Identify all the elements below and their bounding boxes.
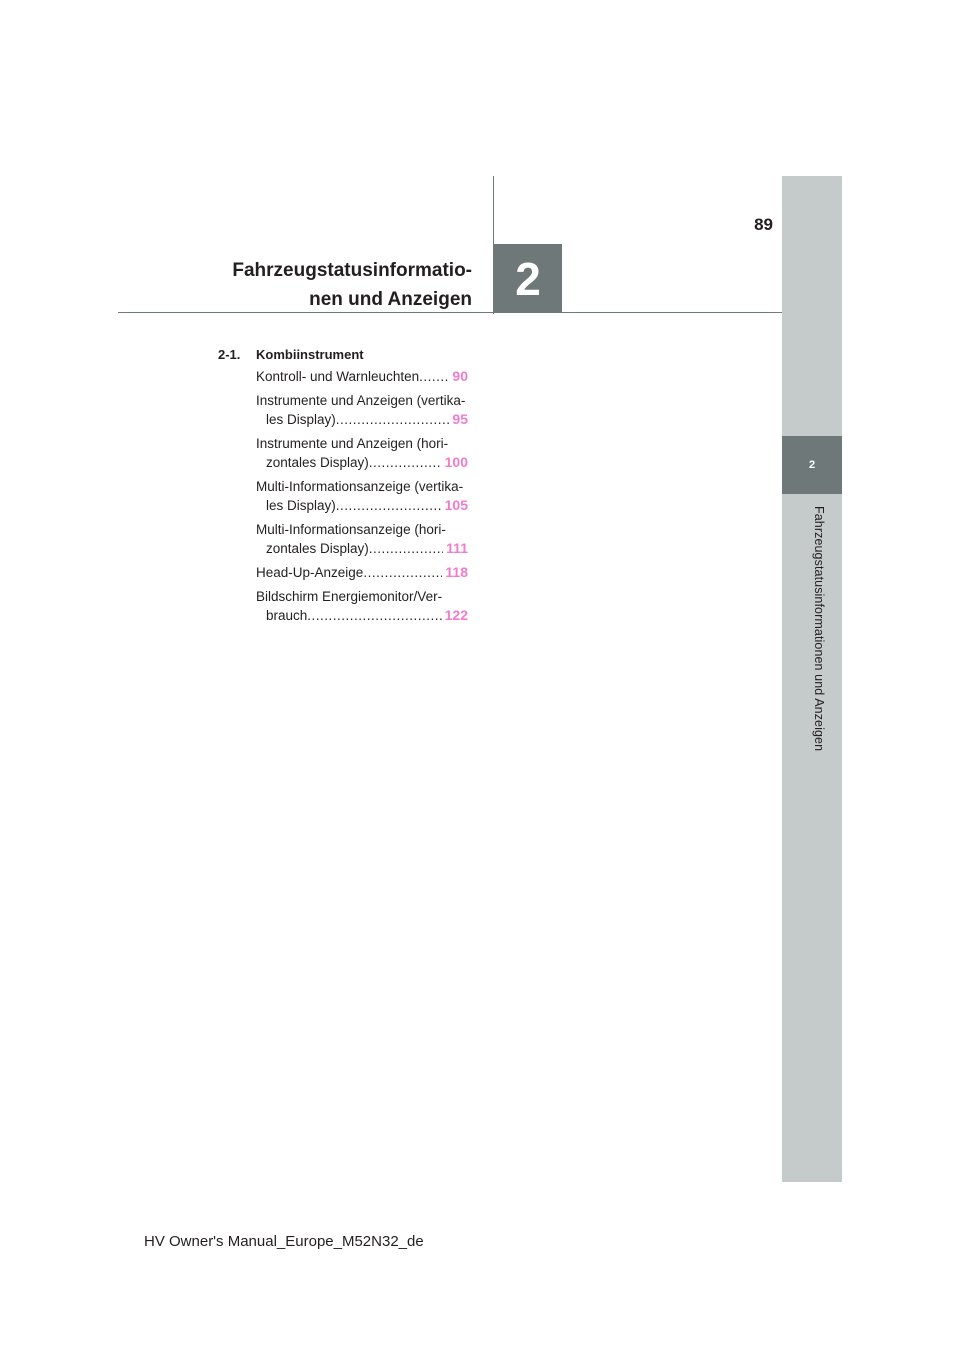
toc-page-link[interactable]: 105 xyxy=(444,497,468,513)
chapter-number-box: 2 xyxy=(494,244,562,313)
toc-section-heading xyxy=(218,345,468,365)
toc-entry[interactable] xyxy=(256,434,468,472)
toc-page-link[interactable]: 90 xyxy=(452,368,468,384)
toc-entry-text: Multi-Informationsanzeige (hori- xyxy=(256,522,446,537)
chapter-title-line1: Fahrzeugstatusinformatio- xyxy=(232,260,472,281)
toc-leader-dots xyxy=(369,539,443,558)
table-of-contents xyxy=(218,345,468,630)
toc-entry-text: Instrumente und Anzeigen (vertika- xyxy=(256,393,466,408)
chapter-title-line2: nen und Anzeigen xyxy=(309,289,472,310)
toc-entry[interactable] xyxy=(256,520,468,558)
toc-entry-text-continued: les Display) xyxy=(266,412,336,427)
toc-page-link[interactable]: 118 xyxy=(445,564,468,580)
toc-leader-dots xyxy=(363,563,442,582)
toc-leader-dots xyxy=(336,496,442,515)
toc-section-number: 2-1. xyxy=(218,347,241,362)
toc-page-link[interactable]: 122 xyxy=(444,607,468,623)
toc-entry[interactable] xyxy=(256,367,468,386)
toc-leader-dots xyxy=(307,606,441,625)
toc-leader-dots xyxy=(369,453,442,472)
footer-manual-id: HV Owner's Manual_Europe_M52N32_de xyxy=(144,1233,424,1250)
toc-entry-text: Bildschirm Energiemonitor/Ver- xyxy=(256,589,443,604)
toc-page-link[interactable]: 111 xyxy=(446,540,468,556)
toc-entry-text-continued: brauch xyxy=(266,608,308,623)
page-number: 89 xyxy=(754,215,773,234)
toc-entry[interactable] xyxy=(256,587,468,625)
toc-entry-text-continued: zontales Display) xyxy=(266,541,369,556)
toc-entry-text: Multi-Informationsanzeige (vertika- xyxy=(256,479,464,494)
toc-entry[interactable] xyxy=(256,391,468,429)
toc-entry-text-continued: zontales Display) xyxy=(266,455,369,470)
toc-entry[interactable] xyxy=(256,563,468,582)
side-tab-active[interactable]: 2 xyxy=(782,436,842,494)
toc-entry[interactable] xyxy=(256,477,468,515)
toc-entry-text: Head-Up-Anzeige xyxy=(256,565,364,580)
toc-entry-text: Kontroll- und Warnleuchten xyxy=(256,369,420,384)
toc-entry-text-continued: les Display) xyxy=(266,498,336,513)
toc-entry-text: Instrumente und Anzeigen (hori- xyxy=(256,436,449,451)
toc-leader-dots xyxy=(419,367,449,386)
chapter-title xyxy=(232,256,472,314)
toc-section-title: Kombiinstrument xyxy=(256,347,364,362)
side-tab-label: Fahrzeugstatusinformationen und Anzeigen xyxy=(812,506,826,752)
toc-page-link[interactable]: 95 xyxy=(452,411,468,427)
toc-page-link[interactable]: 100 xyxy=(444,454,468,470)
toc-leader-dots xyxy=(336,410,450,429)
